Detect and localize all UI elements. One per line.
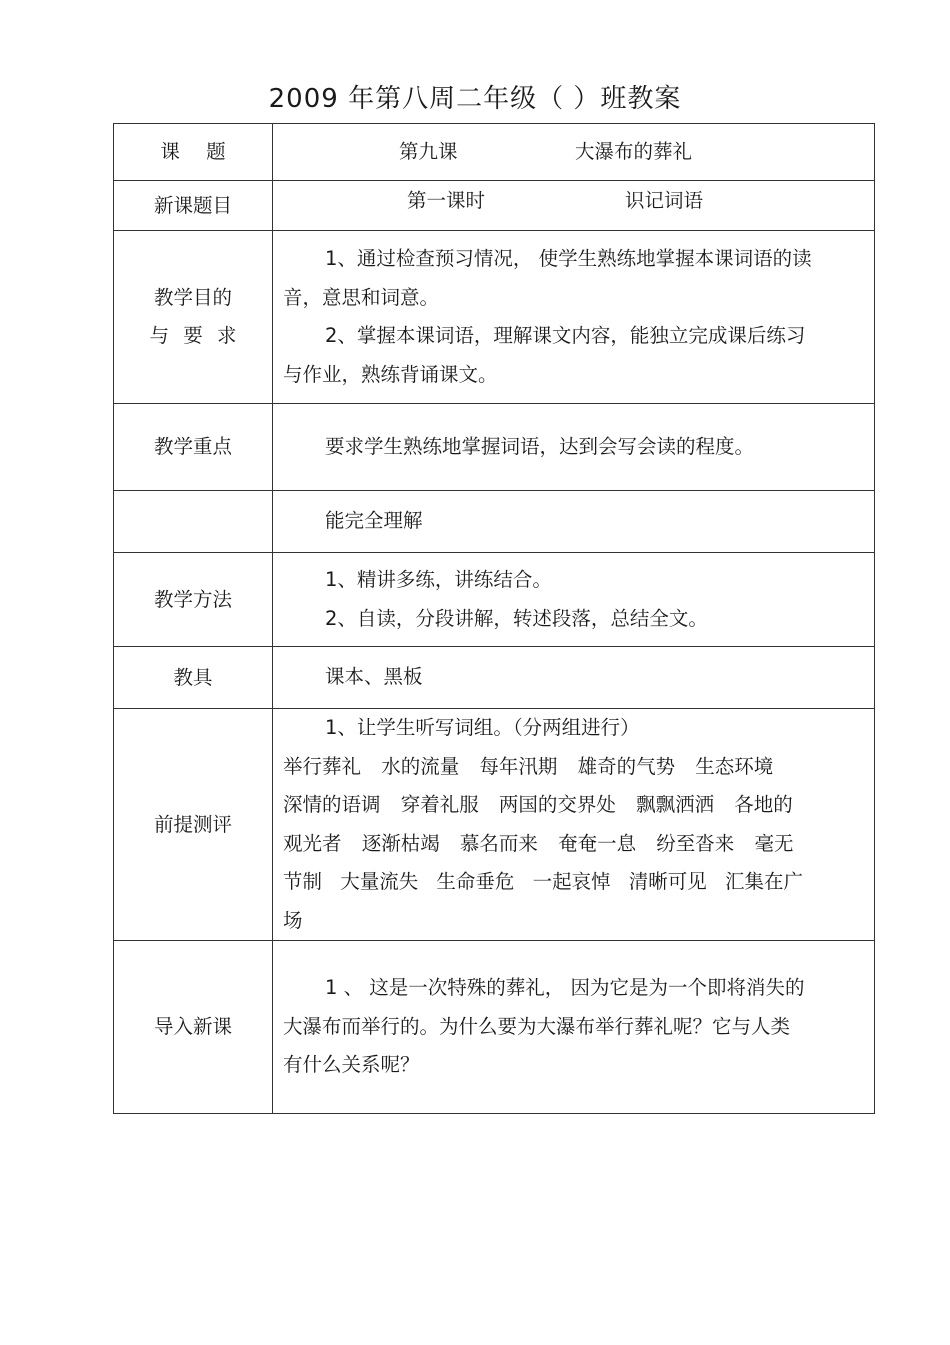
- focus-text: 要求学生熟练地掌握词语，达到会写会读的程度。: [325, 434, 755, 458]
- word-line-4: 节制 大量流失 生命垂危 一起哀悼 清晰可见 汇集在广: [283, 870, 803, 893]
- word-line-1: 举行葬礼 水的流量 每年汛期 雄奇的气势 生态环境: [283, 754, 774, 778]
- lesson-plan-table: [113, 123, 875, 1114]
- word-line-5: 场: [283, 908, 303, 932]
- intro-content: [273, 941, 875, 1114]
- row-focus: [114, 404, 875, 491]
- assessment-intro: 1、让学生听写词组。（分两组进行）: [325, 716, 640, 739]
- topic: 识记词语: [625, 189, 704, 213]
- row-new-topic: [114, 181, 875, 231]
- row-subject: [114, 124, 875, 181]
- word-line-3: 观光者 逐渐枯竭 慕名而来 奄奄一息 纷至沓来 毫无: [283, 831, 794, 855]
- label-focus: 教学重点: [114, 404, 273, 491]
- row-difficulty: [114, 491, 875, 553]
- label-tools: 教具: [114, 647, 273, 709]
- row-assessment: [114, 709, 875, 941]
- label-difficulty: [114, 491, 273, 553]
- period: 第一课时: [407, 189, 486, 213]
- tools-text: 课本、黑板: [325, 665, 423, 689]
- row-goals: [114, 231, 875, 404]
- row-method: [114, 553, 875, 647]
- subject-content: [273, 124, 875, 181]
- tools-content: [273, 647, 875, 709]
- difficulty-content: [273, 491, 875, 553]
- label-method: 教学方法: [114, 553, 273, 647]
- goal-1-line1: 1、通过检查预习情况， 使学生熟练地掌握本课词语的读: [325, 247, 812, 270]
- method-2: 2、自读，分段讲解，转述段落，总结全文。: [325, 606, 708, 630]
- intro-line1: 1 、 这是一次特殊的葬礼， 因为它是为一个即将消失的: [325, 976, 805, 1000]
- label-new-topic: 新课题目: [114, 181, 273, 231]
- intro-line3: 有什么关系呢？: [283, 1053, 420, 1077]
- intro-line2: 大瀑布而举行的。为什么要为大瀑布举行葬礼呢？它与人类: [283, 1014, 791, 1038]
- assessment-content: [273, 709, 875, 941]
- label-goals: [114, 231, 273, 404]
- row-intro: [114, 941, 875, 1114]
- goal-2-line1: 2、掌握本课词语，理解课文内容，能独立完成课后练习: [325, 324, 806, 347]
- method-content: [273, 553, 875, 647]
- lesson-name: 大瀑布的葬礼: [575, 139, 693, 163]
- goals-content: [273, 231, 875, 404]
- word-line-2: 深情的语调 穿着礼服 两国的交界处 飘飘洒洒 各地的: [283, 793, 793, 816]
- new-topic-content: [273, 181, 875, 231]
- row-tools: [114, 647, 875, 709]
- label-intro: 导入新课: [114, 941, 273, 1114]
- label-assessment: 前提测评: [114, 709, 273, 941]
- lesson-number: 第九课: [399, 139, 458, 163]
- goal-1-line2: 音，意思和词意。: [283, 285, 440, 309]
- method-1: 1、精讲多练，讲练结合。: [325, 568, 552, 591]
- label-subject: 课 题: [114, 124, 273, 181]
- document-title: 2009 年第八周二年级（ ）班教案: [268, 84, 682, 114]
- difficulty-text: 能完全理解: [325, 509, 423, 533]
- goal-2-line2: 与作业，熟练背诵课文。: [283, 362, 498, 386]
- label-goals-line2: 与 要 求: [149, 324, 237, 347]
- label-goals-line1: 教学目的: [153, 286, 232, 309]
- focus-content: [273, 404, 875, 491]
